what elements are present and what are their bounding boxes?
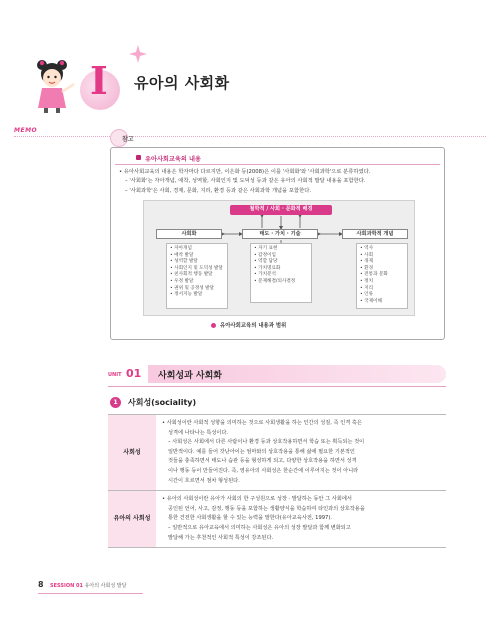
row-content bbox=[156, 415, 446, 491]
reference-title: 유아사회교육의 내용 bbox=[145, 156, 201, 163]
session-label: SESSION 01 bbox=[50, 583, 83, 589]
list-item: • 사회인지 및 도덕성 발달 bbox=[170, 266, 224, 273]
footer-divider bbox=[38, 593, 143, 594]
content-line: 성격에 나타나는 특성이다. bbox=[168, 429, 229, 436]
diagram-background-box: 철학적 / 사회 · 문화적 배경 bbox=[230, 205, 332, 215]
footer-session bbox=[50, 582, 126, 589]
unit-title: 사회성과 사회화 bbox=[158, 371, 222, 381]
list-item: • 인류 bbox=[360, 292, 404, 299]
list-item: • 문제해결/의사결정 bbox=[254, 279, 308, 286]
reference-line: – '사회화'는 자아개념, 애착, 성역할, 사회인지 및 도덕성 등과 같은 유아의 사회적 발달 내용을 포함한다. bbox=[125, 178, 366, 185]
section-number: 1 bbox=[110, 397, 121, 408]
scope-diagram bbox=[143, 200, 415, 316]
content-line: • 유아의 사회성이란 유아가 사회의 한 구성원으로 성장 · 발달하는 동안 그 사회에서 bbox=[162, 496, 352, 503]
reference-tag-label: 참고 bbox=[122, 136, 134, 143]
content-line: – 사회성은 사회에서 다른 사람이나 환경 등과 상호작용하면서 학습 또는 획득되는 것이 bbox=[168, 439, 365, 446]
list-item: • 환경 bbox=[360, 266, 404, 273]
list-item: • 자아개념 bbox=[170, 246, 224, 253]
definition-table bbox=[108, 414, 446, 548]
session-title: 유아의 사회성 발달 bbox=[84, 583, 127, 589]
list-item: • 권위 및 공정성 발달 bbox=[170, 286, 224, 293]
memo-divider bbox=[14, 136, 486, 137]
content-line: 통한 건전한 사회생활을 할 수 있는 능력을 말한다(유아교육사전, 1997). bbox=[168, 515, 333, 522]
table-row bbox=[108, 415, 446, 491]
content-line: 일반적이다. 예를 들어 갓난아이는 엄마와의 상호작용을 통해 삶에 필요한 기본적인 bbox=[168, 448, 355, 455]
socialization-list bbox=[166, 243, 228, 309]
section-title: 사회성(sociality) bbox=[128, 398, 197, 407]
row-header: 유아의 사회성 bbox=[108, 491, 156, 548]
diagram-caption: 유아사회교육의 내용과 범위 bbox=[211, 321, 286, 329]
page-number: 8 bbox=[38, 580, 44, 589]
chapter-title: 유아의 사회화 bbox=[134, 74, 230, 92]
list-item: • 국제이해 bbox=[360, 299, 404, 306]
content-line: 것들을 충족하면서 태도나 습관 등을 형성하게 되고, 다양한 상호작용을 하면서 성격 bbox=[168, 458, 357, 465]
list-item: • 성역할 발달 bbox=[170, 259, 224, 266]
reference-line: • 유아사회교육의 내용은 학자마다 다르지만, 이은화 등(2008)은 이를 '사회화'와 '사회과학'으로 분류하였다. bbox=[119, 169, 371, 175]
list-item: • 지리 bbox=[360, 286, 404, 293]
chapter-numeral: I bbox=[90, 58, 108, 103]
chapter-header bbox=[28, 44, 268, 114]
content-line: 이나 행동 등이 만들어진다. 즉, 영유아의 사회성은 한순간에 이루어지는 것이 아니라 bbox=[168, 467, 359, 474]
list-item: • 감정이입 bbox=[254, 253, 308, 260]
diagram-social-science-box: 사회과학적 개념 bbox=[342, 229, 408, 239]
girl-illustration-icon bbox=[28, 56, 78, 114]
table-row bbox=[108, 491, 446, 548]
content-line: 발달해 가는 후천적인 사회적 특성이 강조된다. bbox=[168, 534, 274, 541]
reference-tag bbox=[110, 129, 150, 149]
content-line: • 사회성이란 사회적 성향을 의미하는 것으로 사회생활을 하는 인간의 성질, 즉 인격 혹은 bbox=[162, 420, 362, 426]
list-item: • 자기 표현 bbox=[254, 246, 308, 253]
list-item: • 가치명료화 bbox=[254, 266, 308, 273]
reference-divider bbox=[115, 164, 440, 165]
list-item: • 정서지능 발달 bbox=[170, 292, 224, 299]
memo-label: MEMO bbox=[14, 127, 38, 134]
reference-text bbox=[119, 168, 441, 196]
list-item: • 우정 발달 bbox=[170, 279, 224, 286]
list-item: • 경제 bbox=[360, 259, 404, 266]
content-line: 시간이 흐르면서 점차 형성된다. bbox=[168, 477, 240, 484]
list-item: • 애착 발달 bbox=[170, 253, 224, 260]
reference-box bbox=[110, 147, 445, 340]
content-line: 공인된 언어, 사고, 감정, 행동 등을 포함하는 생활양식을 학습하여 타인과의 상호작용을 bbox=[168, 505, 365, 512]
list-item: • 가치분석 bbox=[254, 272, 308, 279]
row-header: 사회성 bbox=[108, 415, 156, 491]
unit-divider bbox=[108, 386, 446, 387]
list-item: • 사회 bbox=[360, 253, 404, 260]
diagram-attitude-box: 태도 · 가치 · 기술 bbox=[242, 229, 318, 239]
list-item: • 정치 bbox=[360, 279, 404, 286]
list-item: • 친사회적 행동 발달 bbox=[170, 272, 224, 279]
list-item: • 역사 bbox=[360, 246, 404, 253]
list-item: • 전통과 문화 bbox=[360, 272, 404, 279]
unit-label: UNIT bbox=[108, 372, 122, 378]
attitude-list bbox=[250, 243, 312, 303]
reference-line: – '사회과학'은 사회, 경제, 문화, 지리, 환경 등과 같은 사회과학 개념을 포함한다. bbox=[125, 187, 312, 194]
social-science-list bbox=[356, 243, 408, 309]
row-content bbox=[156, 491, 446, 548]
unit-number: 01 bbox=[126, 367, 142, 380]
list-item: • 역할 담당 bbox=[254, 259, 308, 266]
sparkle-icon bbox=[128, 44, 148, 64]
diagram-socialization-box: 사회화 bbox=[156, 229, 222, 239]
content-line: – 일반적으로 유아교육에서 의미하는 사회성은 유아의 성장 발달과 함께 변화되고 bbox=[168, 524, 351, 531]
